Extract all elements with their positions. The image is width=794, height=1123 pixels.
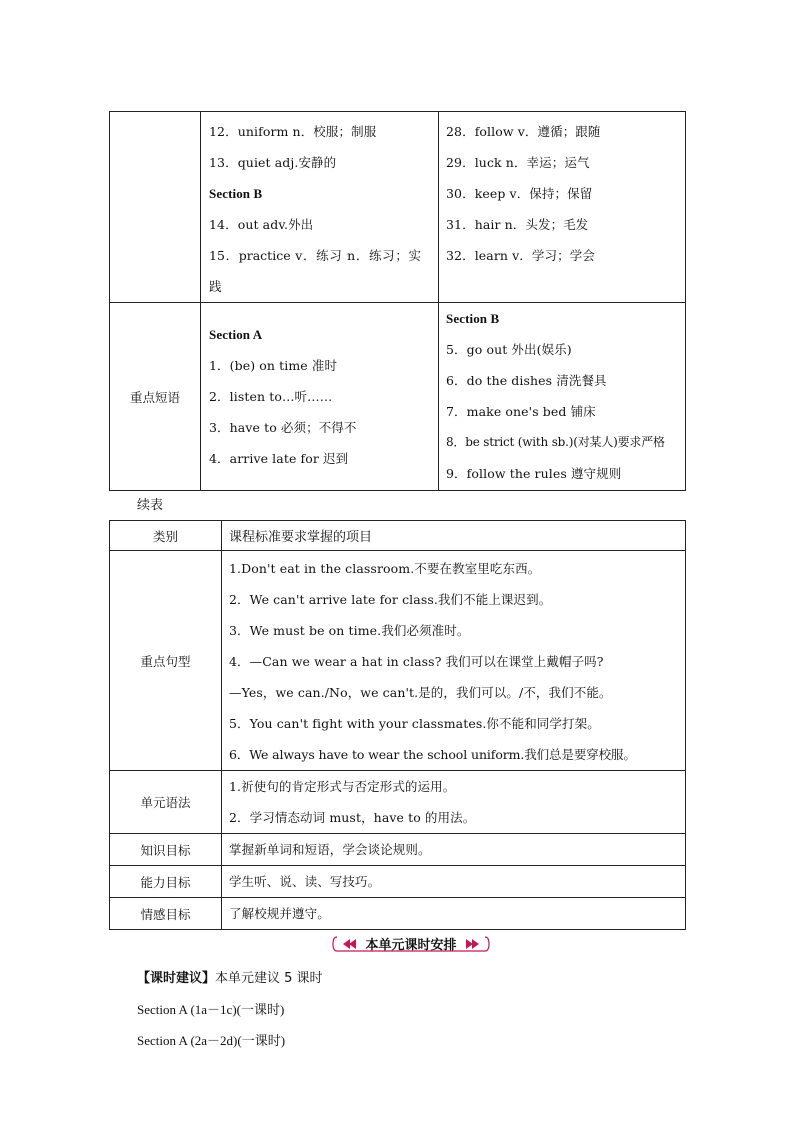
phrase-item: 6．do the dishes 清洗餐具 bbox=[446, 373, 607, 388]
table-header-row bbox=[110, 521, 686, 551]
empty-category-cell bbox=[110, 112, 201, 303]
table-row bbox=[110, 834, 686, 866]
word-item: 30．keep v．保持；保留 bbox=[446, 186, 593, 201]
ability-text: 学生听、说、读、写技巧。 bbox=[222, 866, 686, 898]
continued-label: 续表 bbox=[137, 498, 164, 513]
words-left-cell bbox=[201, 112, 439, 303]
sentences-cell bbox=[222, 551, 686, 771]
category-label: 单元语法 bbox=[110, 771, 222, 834]
section-heading: Section A bbox=[209, 327, 263, 342]
table-row bbox=[110, 898, 686, 930]
table-row bbox=[110, 866, 686, 898]
word-item: 31．hair n．头发；毛发 bbox=[446, 217, 589, 232]
table-row bbox=[110, 112, 686, 303]
sentence-item: 2．We can't arrive late for class.我们不能上课迟到。 bbox=[229, 592, 552, 607]
sentence-item: 6．We always have to wear the school uniform.我们总是要穿校服。 bbox=[229, 747, 636, 762]
header-items: 课程标准要求掌握的项目 bbox=[222, 521, 686, 551]
word-item: 29．luck n．幸运；运气 bbox=[446, 155, 590, 170]
section-heading: Section B bbox=[209, 186, 263, 201]
word-item: 28．follow v．遵循；跟随 bbox=[446, 124, 601, 139]
category-label: 知识目标 bbox=[110, 834, 222, 866]
suggestion-text: 本单元建议 5 课时 bbox=[215, 971, 323, 986]
phrases-right-cell bbox=[439, 303, 686, 491]
banner-title: 本单元课时安排 bbox=[365, 938, 457, 953]
lesson-item: Section A (1a－1c)(一课时) bbox=[137, 1002, 285, 1017]
word-item: 32．learn v．学习；学会 bbox=[446, 248, 595, 263]
category-label: 情感目标 bbox=[110, 898, 222, 930]
phrase-item: 5．go out 外出(娱乐) bbox=[446, 342, 572, 357]
grammar-cell bbox=[222, 771, 686, 834]
section-banner bbox=[331, 933, 491, 955]
sentence-item: —Yes，we can./No，we can't.是的，我们可以。/不，我们不能。 bbox=[229, 685, 612, 700]
emotion-text: 了解校规并遵守。 bbox=[222, 898, 686, 930]
vocab-table bbox=[109, 111, 686, 491]
header-category: 类别 bbox=[110, 521, 222, 551]
sentence-item: 4．—Can we wear a hat in class? 我们可以在课堂上戴帽子吗? bbox=[229, 654, 604, 669]
suggestion-line bbox=[137, 967, 323, 986]
phrase-item: 4．arrive late for 迟到 bbox=[209, 451, 349, 466]
phrase-item: 2．listen to…听…… bbox=[209, 389, 333, 404]
sentence-item: 5．You can't fight with your classmates.你不能和同学打架。 bbox=[229, 716, 600, 731]
table-row bbox=[110, 771, 686, 834]
category-label: 重点短语 bbox=[110, 303, 201, 491]
sentence-item: 1.Don't eat in the classroom.不要在教室里吃东西。 bbox=[229, 561, 541, 576]
lesson-item: Section A (2a－2d)(一课时) bbox=[137, 1033, 286, 1048]
phrase-item: 1．(be) on time 准时 bbox=[209, 358, 338, 373]
grammar-item: 1.祈使句的肯定形式与否定形式的运用。 bbox=[229, 779, 456, 794]
word-item: 14．out adv.外出 bbox=[209, 217, 314, 232]
category-label: 重点句型 bbox=[110, 551, 222, 771]
grammar-item: 2．学习情态动词 must，have to 的用法。 bbox=[229, 810, 476, 825]
table-row bbox=[110, 551, 686, 771]
word-item: 12．uniform n．校服；制服 bbox=[209, 124, 377, 139]
table-row bbox=[110, 303, 686, 491]
phrases-left-cell bbox=[201, 303, 439, 491]
phrase-item: 3．have to 必须；不得不 bbox=[209, 420, 357, 435]
section-heading: Section B bbox=[446, 311, 500, 326]
goals-table bbox=[109, 520, 686, 930]
sentence-item: 3．We must be on time.我们必须准时。 bbox=[229, 623, 470, 638]
phrase-item: 9．follow the rules 遵守规则 bbox=[446, 466, 622, 481]
knowledge-text: 掌握新单词和短语，学会谈论规则。 bbox=[222, 834, 686, 866]
words-right-cell bbox=[439, 112, 686, 303]
phrase-item: 8．be strict (with sb.)(对某人)要求严格 bbox=[446, 435, 665, 449]
suggestion-tag: 【课时建议】 bbox=[137, 971, 216, 986]
word-item: 15．practice v．练习 n．练习；实践 bbox=[209, 248, 421, 294]
category-label: 能力目标 bbox=[110, 866, 222, 898]
phrase-item: 7．make one's bed 铺床 bbox=[446, 404, 596, 419]
word-item: 13．quiet adj.安静的 bbox=[209, 155, 337, 170]
